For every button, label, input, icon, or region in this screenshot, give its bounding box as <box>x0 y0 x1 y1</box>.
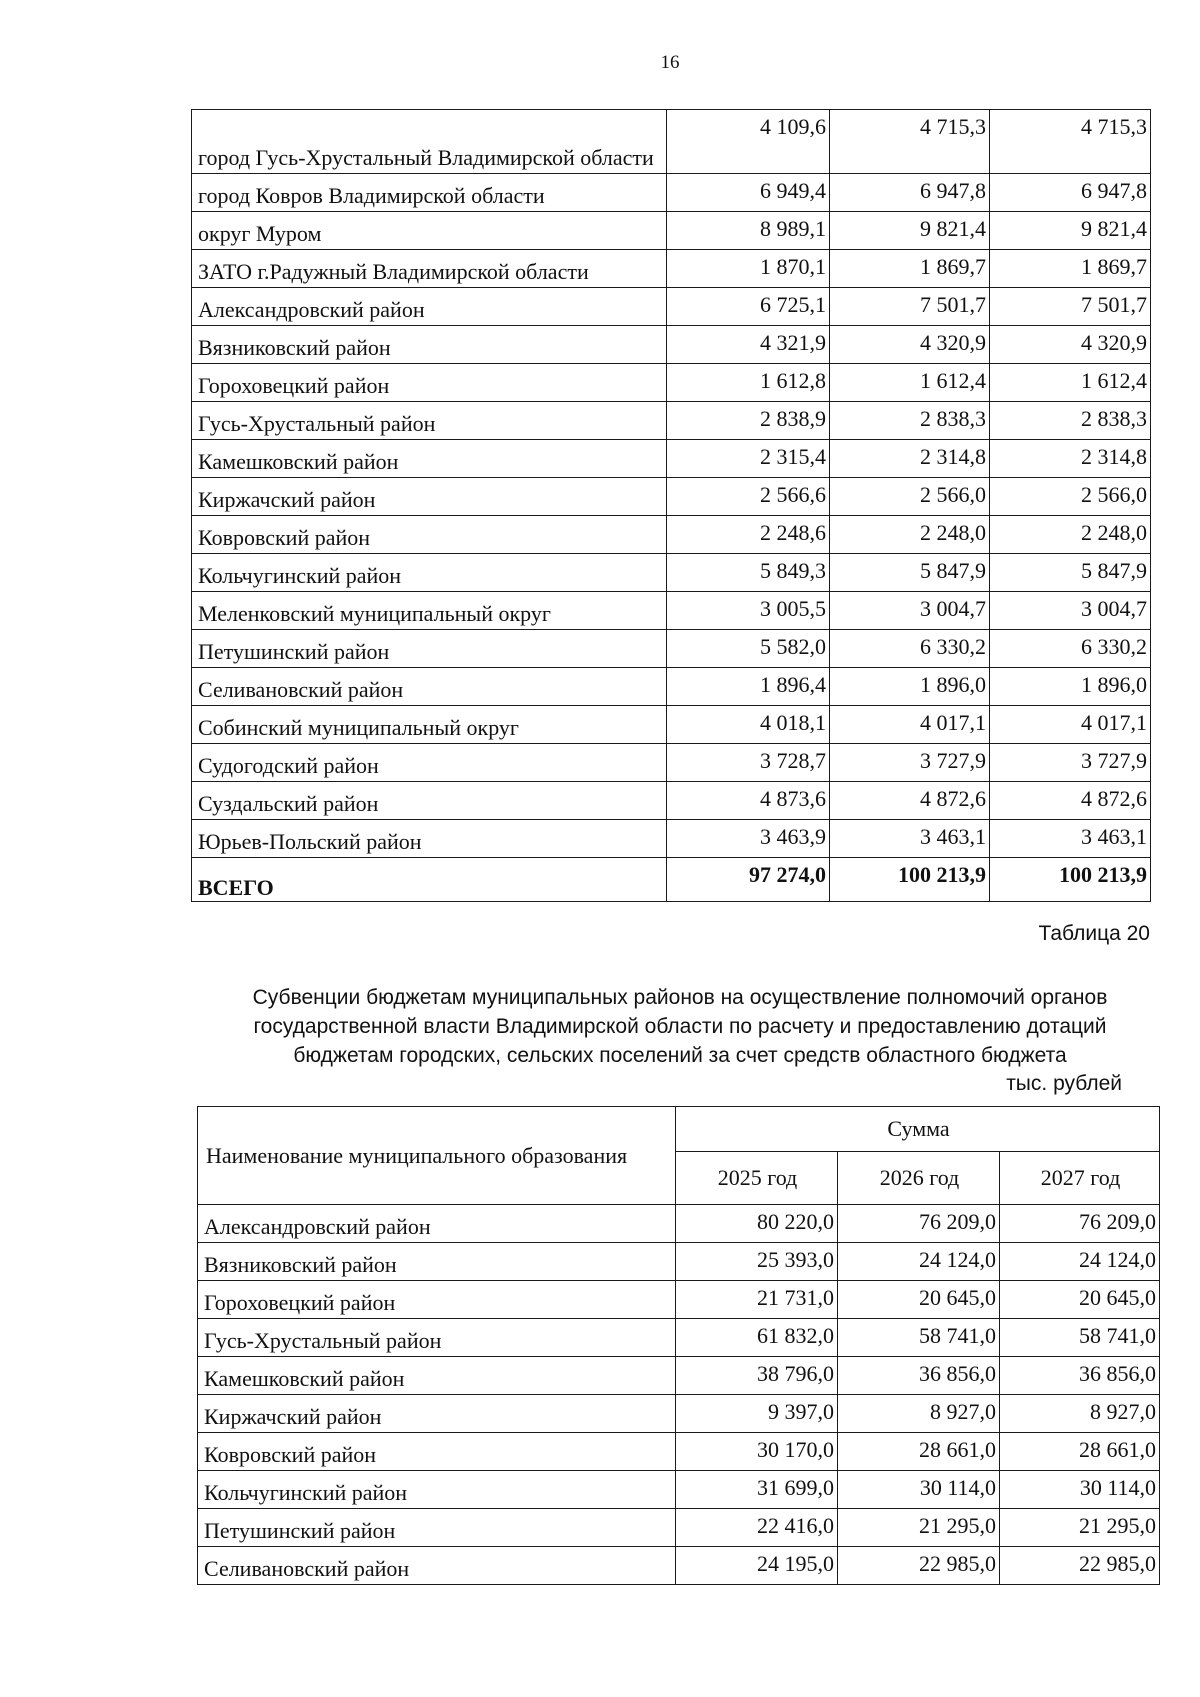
value-2025: 31 699,0 <box>676 1471 838 1509</box>
value-2025: 1 612,8 <box>667 364 830 402</box>
value-2027: 8 927,0 <box>1000 1395 1160 1433</box>
row-name: Собинский муниципальный округ <box>192 706 667 744</box>
value-2025: 5 582,0 <box>667 630 830 668</box>
row-name: Петушинский район <box>198 1509 676 1547</box>
subvention-table <box>197 1106 1160 1585</box>
value-2025: 6 725,1 <box>667 288 830 326</box>
value-2026: 4 715,3 <box>830 110 990 174</box>
value-2025: 9 397,0 <box>676 1395 838 1433</box>
value-2026: 22 985,0 <box>838 1547 1000 1585</box>
value-2025: 24 195,0 <box>676 1547 838 1585</box>
row-name: Селивановский район <box>192 668 667 706</box>
value-2027: 2 566,0 <box>990 478 1151 516</box>
row-name: Кольчугинский район <box>192 554 667 592</box>
table-row <box>192 326 1151 364</box>
row-name: Юрьев-Польский район <box>192 820 667 858</box>
value-2026: 1 612,4 <box>830 364 990 402</box>
value-2027: 4 872,6 <box>990 782 1151 820</box>
row-name: Суздальский район <box>192 782 667 820</box>
value-2027: 28 661,0 <box>1000 1433 1160 1471</box>
value-2026: 28 661,0 <box>838 1433 1000 1471</box>
row-name: Вязниковский район <box>198 1243 676 1281</box>
row-name: Гусь-Хрустальный район <box>192 402 667 440</box>
value-2027: 9 821,4 <box>990 212 1151 250</box>
value-2025: 3 728,7 <box>667 744 830 782</box>
row-name: город Гусь-Хрустальный Владимирской области <box>192 110 667 174</box>
table-row <box>192 630 1151 668</box>
value-2026: 21 295,0 <box>838 1509 1000 1547</box>
value-2025: 25 393,0 <box>676 1243 838 1281</box>
value-2025: 6 949,4 <box>667 174 830 212</box>
row-name: Александровский район <box>198 1205 676 1243</box>
value-2026: 2 248,0 <box>830 516 990 554</box>
value-2027: 1 869,7 <box>990 250 1151 288</box>
value-2025: 8 989,1 <box>667 212 830 250</box>
row-name: Вязниковский район <box>192 326 667 364</box>
value-2026: 30 114,0 <box>838 1471 1000 1509</box>
value-2027: 6 330,2 <box>990 630 1151 668</box>
value-2025: 4 109,6 <box>667 110 830 174</box>
value-2026: 4 872,6 <box>830 782 990 820</box>
value-2026: 2 838,3 <box>830 402 990 440</box>
page-number: 16 <box>660 52 680 73</box>
value-2026: 9 821,4 <box>830 212 990 250</box>
row-name: Меленковский муниципальный округ <box>192 592 667 630</box>
table-number: Таблица 20 <box>1038 922 1150 945</box>
column-header-sum: Сумма <box>676 1107 1160 1152</box>
column-header-name: Наименование муниципального образования <box>198 1107 676 1205</box>
value-2027: 5 847,9 <box>990 554 1151 592</box>
table-row <box>192 516 1151 554</box>
value-2025: 61 832,0 <box>676 1319 838 1357</box>
value-2026: 24 124,0 <box>838 1243 1000 1281</box>
value-2025: 3 005,5 <box>667 592 830 630</box>
value-2025: 30 170,0 <box>676 1433 838 1471</box>
value-2025: 4 873,6 <box>667 782 830 820</box>
table-row <box>192 820 1151 858</box>
value-2025: 80 220,0 <box>676 1205 838 1243</box>
value-2027: 30 114,0 <box>1000 1471 1160 1509</box>
value-2025: 4 321,9 <box>667 326 830 364</box>
row-name: Камешковский район <box>198 1357 676 1395</box>
table-row <box>192 668 1151 706</box>
value-2027: 4 017,1 <box>990 706 1151 744</box>
value-2026: 6 330,2 <box>830 630 990 668</box>
value-2026: 36 856,0 <box>838 1357 1000 1395</box>
table-row <box>192 212 1151 250</box>
table-row <box>192 744 1151 782</box>
table-row <box>192 250 1151 288</box>
value-2027: 4 320,9 <box>990 326 1151 364</box>
value-2027: 1 896,0 <box>990 668 1151 706</box>
table-row <box>192 478 1151 516</box>
row-name: Ковровский район <box>192 516 667 554</box>
value-2025: 2 838,9 <box>667 402 830 440</box>
value-2027: 3 463,1 <box>990 820 1151 858</box>
value-2027: 2 314,8 <box>990 440 1151 478</box>
value-2027: 21 295,0 <box>1000 1509 1160 1547</box>
value-2026: 8 927,0 <box>838 1395 1000 1433</box>
column-header-year-2026: 2026 год <box>838 1152 1000 1205</box>
value-2027: 6 947,8 <box>990 174 1151 212</box>
value-2026: 2 566,0 <box>830 478 990 516</box>
table-row <box>192 706 1151 744</box>
row-name: Киржачский район <box>192 478 667 516</box>
value-2026: 1 896,0 <box>830 668 990 706</box>
value-2026: 4 320,9 <box>830 326 990 364</box>
value-2027: 36 856,0 <box>1000 1357 1160 1395</box>
value-2026: 3 727,9 <box>830 744 990 782</box>
table-row <box>198 1205 1160 1243</box>
table-two-body <box>198 1205 1160 1585</box>
table-row <box>198 1243 1160 1281</box>
row-name: ЗАТО г.Радужный Владимирской области <box>192 250 667 288</box>
table-row <box>198 1509 1160 1547</box>
total-label: ВСЕГО <box>192 858 667 902</box>
table-row <box>198 1547 1160 1585</box>
row-name: Камешковский район <box>192 440 667 478</box>
value-2027: 22 985,0 <box>1000 1547 1160 1585</box>
value-2025: 21 731,0 <box>676 1281 838 1319</box>
value-2027: 2 248,0 <box>990 516 1151 554</box>
value-2026: 5 847,9 <box>830 554 990 592</box>
value-2025: 2 248,6 <box>667 516 830 554</box>
value-2025: 4 018,1 <box>667 706 830 744</box>
total-2027: 100 213,9 <box>990 858 1151 902</box>
total-2025: 97 274,0 <box>667 858 830 902</box>
table-row <box>192 110 1151 174</box>
value-2025: 3 463,9 <box>667 820 830 858</box>
value-2027: 3 004,7 <box>990 592 1151 630</box>
value-2026: 58 741,0 <box>838 1319 1000 1357</box>
row-name: город Ковров Владимирской области <box>192 174 667 212</box>
table-one-body <box>192 110 1151 902</box>
row-name: округ Муром <box>192 212 667 250</box>
value-2026: 1 869,7 <box>830 250 990 288</box>
value-2027: 4 715,3 <box>990 110 1151 174</box>
value-2027: 3 727,9 <box>990 744 1151 782</box>
value-2026: 20 645,0 <box>838 1281 1000 1319</box>
column-header-year-2025: 2025 год <box>676 1152 838 1205</box>
value-2026: 76 209,0 <box>838 1205 1000 1243</box>
table-row <box>192 402 1151 440</box>
row-name: Киржачский район <box>198 1395 676 1433</box>
value-2027: 58 741,0 <box>1000 1319 1160 1357</box>
table-row <box>198 1319 1160 1357</box>
row-name: Судогодский район <box>192 744 667 782</box>
value-2025: 38 796,0 <box>676 1357 838 1395</box>
table-two-header <box>198 1107 1160 1205</box>
value-2025: 2 566,6 <box>667 478 830 516</box>
column-header-year-2027: 2027 год <box>1000 1152 1160 1205</box>
value-2025: 5 849,3 <box>667 554 830 592</box>
table-row <box>198 1357 1160 1395</box>
table-row <box>192 364 1151 402</box>
table-row <box>192 592 1151 630</box>
value-2027: 20 645,0 <box>1000 1281 1160 1319</box>
subsidy-table-continued <box>191 109 1151 902</box>
value-2026: 3 004,7 <box>830 592 990 630</box>
total-2026: 100 213,9 <box>830 858 990 902</box>
value-2026: 3 463,1 <box>830 820 990 858</box>
value-2026: 7 501,7 <box>830 288 990 326</box>
value-2027: 7 501,7 <box>990 288 1151 326</box>
table-row <box>192 554 1151 592</box>
row-name: Кольчугинский район <box>198 1471 676 1509</box>
row-name: Селивановский район <box>198 1547 676 1585</box>
value-2025: 1 896,4 <box>667 668 830 706</box>
table-row <box>198 1281 1160 1319</box>
value-2026: 4 017,1 <box>830 706 990 744</box>
row-name: Гороховецкий район <box>192 364 667 402</box>
value-2027: 76 209,0 <box>1000 1205 1160 1243</box>
row-name: Гусь-Хрустальный район <box>198 1319 676 1357</box>
table-title: Субвенции бюджетам муниципальных районов на осуществление полномочий органов государственной власти Владимирской области по расчету и предоставлению дотаций бюджетам городских, сельских поселений за счет средств областного бюджета <box>252 986 1108 1067</box>
value-2027: 2 838,3 <box>990 402 1151 440</box>
table-row <box>198 1395 1160 1433</box>
table-row <box>198 1471 1160 1509</box>
value-2025: 1 870,1 <box>667 250 830 288</box>
row-name: Петушинский район <box>192 630 667 668</box>
value-2027: 1 612,4 <box>990 364 1151 402</box>
table-row <box>192 174 1151 212</box>
value-2026: 6 947,8 <box>830 174 990 212</box>
value-2026: 2 314,8 <box>830 440 990 478</box>
value-2025: 22 416,0 <box>676 1509 838 1547</box>
total-row <box>192 858 1151 902</box>
table-row <box>192 440 1151 478</box>
table-row <box>192 288 1151 326</box>
value-2025: 2 315,4 <box>667 440 830 478</box>
units-label: тыс. рублей <box>1006 1072 1122 1095</box>
table-row <box>192 782 1151 820</box>
table-row <box>198 1433 1160 1471</box>
row-name: Гороховецкий район <box>198 1281 676 1319</box>
row-name: Ковровский район <box>198 1433 676 1471</box>
row-name: Александровский район <box>192 288 667 326</box>
value-2027: 24 124,0 <box>1000 1243 1160 1281</box>
